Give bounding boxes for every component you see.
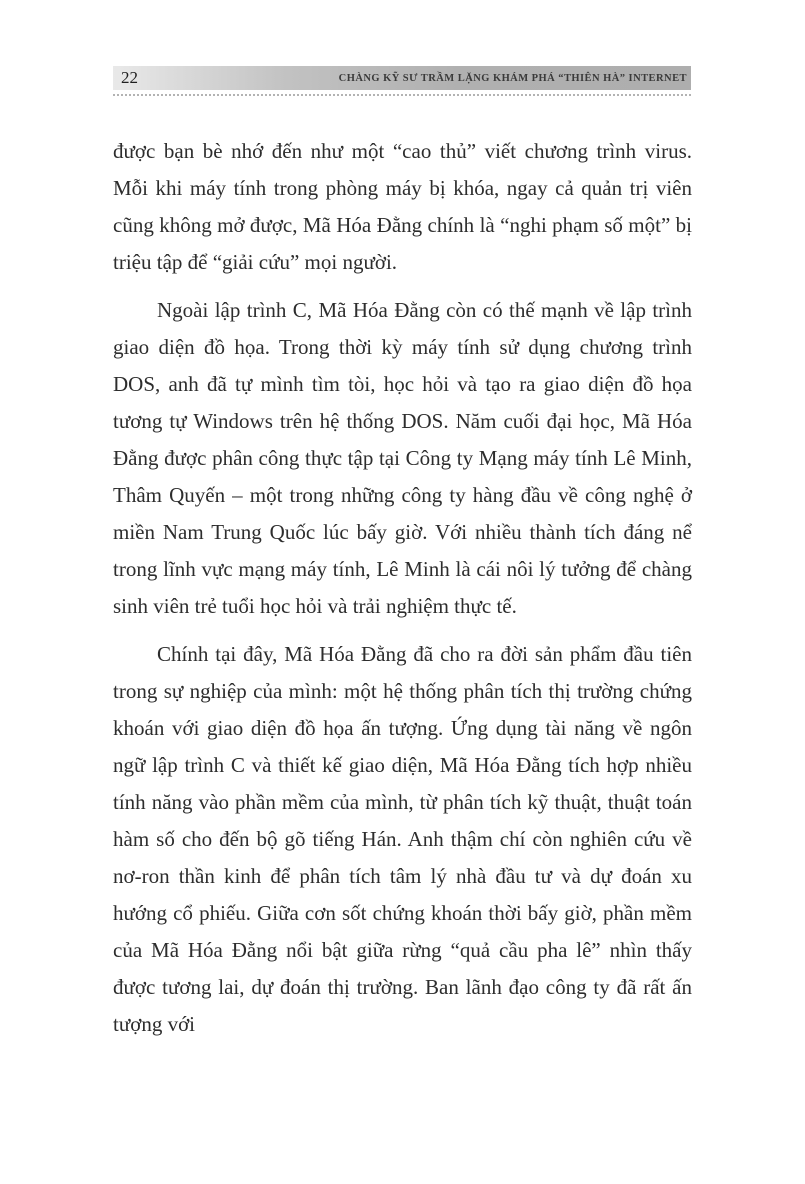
page-header (113, 66, 691, 96)
paragraph: Chính tại đây, Mã Hóa Đằng đã cho ra đời sản phẩm đầu tiên trong sự nghiệp của mình: một hệ thống phân tích thị trường chứng khoán với giao diện đồ họa ấn tượng. Ứng dụng tài năng về ngôn ngữ lập trình C và thiết kế giao diện, Mã Hóa Đằng tích hợp nhiều tính năng vào phần mềm của mình, từ phân tích kỹ thuật, thuật toán hàm số cho đến bộ gõ tiếng Hán. Anh thậm chí còn nghiên cứu về nơ-ron thần kinh để phân tích tâm lý nhà đầu tư và dự đoán xu hướng cổ phiếu. Giữa cơn sốt chứng khoán thời bấy giờ, phần mềm của Mã Hóa Đằng nổi bật giữa rừng “quả cầu pha lê” nhìn thấy được tương lai, dự đoán thị trường. Ban lãnh đạo công ty đã rất ấn tượng với (113, 642, 692, 1036)
dotted-divider (113, 94, 691, 96)
paragraph: Ngoài lập trình C, Mã Hóa Đằng còn có thế mạnh về lập trình giao diện đồ họa. Trong thời kỳ máy tính sử dụng chương trình DOS, anh đã tự mình tìm tòi, học hỏi và tạo ra giao diện đồ họa tương tự Windows trên hệ thống DOS. Năm cuối đại học, Mã Hóa Đằng được phân công thực tập tại Công ty Mạng máy tính Lê Minh, Thâm Quyến – một trong những công ty hàng đầu về công nghệ ở miền Nam Trung Quốc lúc bấy giờ. Với nhiều thành tích đáng nể trong lĩnh vực mạng máy tính, Lê Minh là cái nôi lý tưởng để chàng sinh viên trẻ tuổi học hỏi và trải nghiệm thực tế. (113, 298, 692, 618)
header-bar (113, 66, 691, 90)
running-title: CHÀNG KỸ SƯ TRẦM LẶNG KHÁM PHÁ “THIÊN HÀ” INTERNET (338, 72, 687, 84)
paragraph: được bạn bè nhớ đến như một “cao thủ” viết chương trình virus. Mỗi khi máy tính trong phòng máy bị khóa, ngay cả quản trị viên cũng không mở được, Mã Hóa Đằng chính là “nghi phạm số một” bị triệu tập để “giải cứu” mọi người. (113, 139, 692, 274)
page-number: 22 (121, 68, 138, 87)
body-text (113, 133, 692, 1054)
